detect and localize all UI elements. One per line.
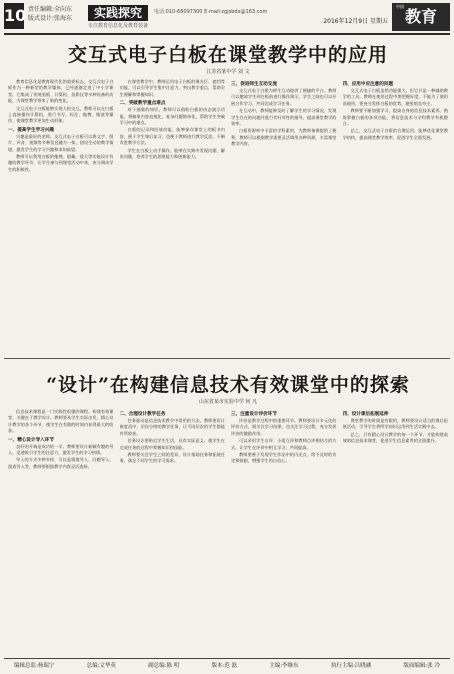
- paragraph: 任务驱动是信息技术教学中常用的方法。教师要设计难度适中、层次分明的教学任务，让不同层次的学生都能有所收获。: [119, 418, 225, 436]
- credit-designer: 版式设计:张海东: [28, 15, 73, 22]
- text-column: [8, 409, 114, 649]
- paragraph: 教育信息化是教育现代化的重要标志，交互式电子白板作为一种新型的教学媒体，已经逐渐走进了中小学课堂。它集成了传统黑板、计算机、投影仪等多种设备的功能，为课堂教学带来了新的变化。: [8, 79, 114, 104]
- page-number: 10: [4, 3, 24, 29]
- footer-credit: 版面编辑:张 冷: [403, 663, 440, 669]
- section-heading: 二、突破教学重点难点: [119, 101, 166, 107]
- section-heading: 一、提高学生学习兴趣: [8, 127, 54, 133]
- section-heading: 三、注重设计评价环节: [231, 412, 277, 417]
- footer-credit: 执行主编:吕晓涵: [330, 663, 372, 669]
- text-column: [8, 79, 114, 349]
- article-columns: [8, 79, 448, 349]
- article-columns: [8, 409, 448, 649]
- paragraph: 总之，交互式电子白板的合理运用，能够优化课堂教学结构，提高课堂教学效率，促进学生全面发展。: [342, 128, 448, 140]
- section-subtitle: 专注教育信息化及教育装备: [88, 23, 149, 29]
- credit-editor: 责任编辑:全向东: [28, 6, 73, 13]
- paragraph: 可以采用学生自评、小组互评和教师点评相结合的方式，让学生在评价中相互学习、共同提高。: [231, 438, 337, 450]
- paragraph: 兴趣是最好的老师。交互式电子白板可以将文字、图片、声音、视频等多种信息融为一体，创设生动的教学情境，激发学生的学习兴趣和求知欲望。: [8, 133, 114, 152]
- paragraph: 导入的方式多种多样，可以是情境导入、问题导入、游戏导入等，教师要根据教学内容灵活选择。: [8, 457, 114, 469]
- text-column: [343, 409, 449, 649]
- article-divider: [4, 358, 450, 359]
- paragraph: 在互动中，教师能够及时了解学生的学习情况，发现学生存在的问题并进行有针对性的指导，提高课堂教学的效率。: [231, 108, 337, 127]
- paragraph: 白板的记录和回放功能，能够保存课堂上的板书内容，便于学生课后复习，也便于教师进行教学反思，不断改进教学方法。: [119, 127, 225, 146]
- article-whiteboard: [8, 40, 448, 349]
- header-credits: [28, 5, 72, 23]
- brand-prefix: 中国: [396, 4, 404, 9]
- paragraph: 教师要不断加强学习，提高自身的信息技术素养，熟练掌握白板的各项功能，将信息技术与学科教学有机整合。: [342, 108, 448, 127]
- section-heading: 四、设计课后拓展延伸: [342, 412, 389, 417]
- paragraph: 对于抽象的知识，教师可以借助白板的动态演示功能，将抽象内容直观化、复杂问题简单化，帮助学生突破学习中的难点。: [119, 107, 225, 126]
- contact-info: 电话:010-66097300 E-mail:zgjsbdx@163.com: [154, 9, 268, 15]
- text-column: [231, 79, 337, 349]
- paragraph: 良好的开端是成功的一半。教师要设计新颖有趣的导入，迅速吸引学生的注意力，激发学生的学习热情。: [8, 443, 114, 456]
- paragraph: 教师要关注学生之间的差异，设计基础任务和拓展任务，满足不同学生的学习需求。: [119, 452, 225, 464]
- article-title: “设计”在构建信息技术有效课堂中的探索: [46, 374, 410, 396]
- brand-text: 教育: [404, 7, 437, 26]
- section-heading: 一、精心设计导入环节: [8, 437, 54, 443]
- paragraph: 任务设计要贴近学生生活，具有实际意义，使学生在完成任务的过程中掌握知识和技能。: [119, 438, 225, 450]
- section-heading: 三、促进师生互动交流: [231, 82, 277, 87]
- paragraph: 评价是教学过程中的重要环节。教师要设计多元化的评价方式，既关注学习结果，也关注学习过程，充分发挥评价的激励作用。: [231, 418, 337, 436]
- article-design: [8, 370, 448, 649]
- paragraph: 交互式电子白板为师生互动提供了便捷的平台。教师可以邀请学生到白板前进行操作演示，学生之间也可以开展合作学习，共同完成学习任务。: [231, 88, 337, 106]
- footer-credit: 总编:文华英: [86, 663, 116, 669]
- article-title: 交互式电子白板在课堂教学中的应用: [67, 44, 388, 66]
- issue-date: 2016年12月9日 星期五: [323, 18, 388, 25]
- article-byline: 江苏省某中学 刘 文: [206, 69, 250, 75]
- paragraph: 学生在白板上动手操作，能够在实践中发现问题、解决问题，培养学生的思维能力和创新能力。: [119, 147, 225, 160]
- article-byline: 山东省某市实验中学 何 凡: [198, 399, 258, 405]
- text-column: [120, 409, 226, 649]
- page-header: [4, 3, 450, 35]
- footer-credit: 副总编:陈 明: [148, 663, 180, 669]
- section-title: 实践探究: [88, 5, 148, 21]
- section-heading: 二、合理设计教学任务: [119, 412, 166, 417]
- paragraph: 交互式电子白板能够实现人机交互，教师可以在白板上直接操作计算机，进行书写、标注、拖拽、缩放等操作，使课堂教学更加生动形象。: [8, 105, 114, 124]
- footer-credit: 编辑总监:杨瑞宁: [14, 663, 55, 669]
- paragraph: 白板资源库中丰富的学科素材，为教师备课提供了便利，教师可以根据教学需要灵活调用各种资源，丰富课堂教学内容。: [231, 128, 337, 147]
- paragraph: 教师要善于发现学生作品中的闪光点，给予及时的肯定和鼓励，增强学生的自信心。: [231, 452, 337, 464]
- paragraph: 总之，只有精心设计教学的每一个环节，才能构建高效的信息技术课堂，促进学生信息素养的全面提升。: [342, 431, 448, 444]
- page-footer: [4, 658, 450, 671]
- footer-credit: 版本:范 磊: [211, 663, 238, 669]
- paragraph: 信息技术课程是一门实践性很强的课程。构建有效课堂，关键在于教学设计。教师要从学生实际出发，精心设计教学的各个环节，使学生在有限的时间内获得最大的收获。: [8, 409, 114, 434]
- text-column: [343, 79, 449, 349]
- paragraph: 课堂教学的时间是有限的，教师要设计适当的课后拓展活动，引导学生将所学知识运用到生活实践中去。: [342, 418, 448, 430]
- footer-credit: 主编:李继东: [269, 663, 299, 669]
- text-column: [231, 409, 337, 649]
- paragraph: 在课堂教学中，教师运用电子白板的聚光灯、遮挡等功能，可以引导学生集中注意力，突出教学重点，帮助学生理解和掌握知识。: [119, 79, 225, 97]
- text-column: [120, 79, 226, 349]
- section-heading: 四、应用中应注意的问题: [342, 82, 394, 87]
- paragraph: 交互式电子白板虽然功能强大，但它只是一种辅助教学的工具。教师在使用过程中要把握好度，不能为了使用而使用，要充分发挥白板的优势，避免喧宾夺主。: [342, 88, 448, 106]
- paragraph: 教师可以利用白板的拖拽、隐藏、放大等功能设计有趣的教学环节，让学生参与到课堂活动中来，充分调动学生的积极性。: [8, 154, 114, 172]
